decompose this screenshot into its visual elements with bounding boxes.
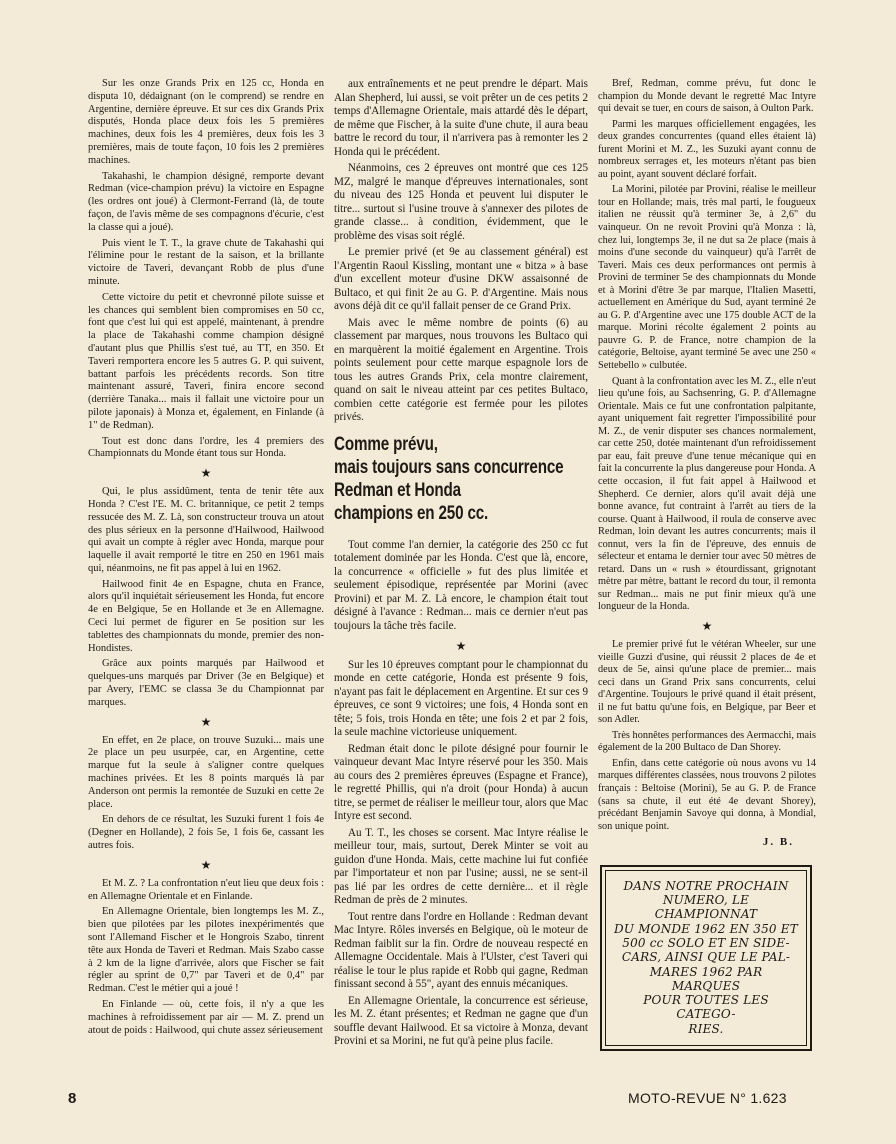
section-separator-star: ★ — [200, 466, 212, 481]
paragraph: Tout rentre dans l'ordre en Hollande : Redman devant Mac Intyre. Rôles inversés en Belgique, où le moteur de Redman faiblit sur la fin. Ordre de nouveau respecté en Allemagne Occidentale. Mais à l'Ulster, c'est Taveri qui réalise le tour le plus rapide et Robb qui gagne, Redman finissant second à 55", ayant des ennuis mécaniques. — [334, 910, 588, 991]
paragraph: Hailwood finit 4e en Espagne, chuta en France, alors qu'il inquiétait sérieusement les Honda, fut encore 4e en Belgique, 5e en Hollande et 3e en Allemagne. Ceci lui permet de figurer en 5e position sur les tablettes des championnats du monde, premier des non-Hondistes. — [88, 578, 324, 654]
paragraph: Au T. T., les choses se corsent. Mac Intyre réalise le meilleur tour, mais, surtout, Derek Minter se voit au guidon d'une Honda. Mais, cette machine lui fut confiée par l'importateur et non par l'usine; aussi, ne se sent-il pas lié par les ordres de cette dernière... et il règle Redman de près de 2 minutes. — [334, 826, 588, 907]
box-line: NUMERO, LE CHAMPIONNAT — [654, 893, 758, 922]
column-1 — [88, 78, 324, 1040]
heading-line-2: mais toujours sans concurrence — [334, 455, 564, 478]
magazine-footer: MOTO-REVUE N° 1.623 — [628, 1090, 787, 1106]
paragraph: Qui, le plus assidûment, tenta de tenir tête aux Honda ? C'est l'E. M. C. britannique, ce petit 2 temps ressucée des M. Z. Là, son constructeur trouva un atout des plus sérieux en la personne d'Hailwood, Hailwood qui avait un compte à régler avec Honda, marque pour laquelle il avait remporté le titre en 250 en 1961 mais qui, néanmoins, ne fit pas appel à lui en 1962. — [88, 486, 324, 574]
paragraph: En Allemagne Orientale, la concurrence est sérieuse, les M. Z. étant présentes; et Redman ne gagne que d'un souffle devant Hailwood. Et sa victoire à Monza, devant Provini et sa Morini, ne fut qu'à peine plus facile. — [334, 994, 588, 1048]
paragraph: Tout comme l'an dernier, la catégorie des 250 cc fut totalement dominée par les Honda. C'est que là, encore, la concurrence « officielle » fut des plus limitée et seulement épisodique, représentée par Morini (avec Provini) et par M. Z. Là encore, le champion était tout désigné à l'avance : Redman... mais ce dernier n'eut pas toujours la tâche très facile. — [334, 538, 588, 632]
paragraph: Bref, Redman, comme prévu, fut donc le champion du Monde devant le regretté Mac Intyre qui devait se tuer, en cours de saison, à Oulton Park. — [598, 78, 816, 115]
paragraph: Le premier privé (et 9e au classement général) est l'Argentin Raoul Kissling, montant une « bitza » à base d'un excellent moteur d'usine DKW assaisonné de Bultaco, et qui finit 2e au G. P. d'Argentine. Mais nous avons déjà dit ce qu'il fallait penser de ce Grand Prix. — [334, 246, 588, 313]
paragraph: Et M. Z. ? La confrontation n'eut lieu que deux fois : en Allemagne Orientale et en Finlande. — [88, 877, 324, 902]
paragraph: Le premier privé fut le vétéran Wheeler, sur une vieille Guzzi d'usine, qui réussit 2 places de 4e et deux de 5e, ainsi qu'une place de premier... mais ceci dans un Grand Prix sans concurrents, celui d'Argentine. Toujours le privé quand il était présent, il ne fut battu qu'une fois, en Belgique, par Beer et son Adler. — [598, 638, 816, 726]
box-line: CARS, AINSI QUE LE PAL- — [621, 950, 791, 965]
paragraph: Tout est donc dans l'ordre, les 4 premiers des Championnats du Monde étant tous sur Honda. — [88, 435, 324, 460]
section-separator-star: ★ — [455, 638, 467, 653]
column-3 — [598, 78, 816, 1051]
paragraph: Sur les 10 épreuves comptant pour le championnat du monde en cette catégorie, Honda est présente 9 fois, n'ayant pas fait le déplacement en Argentine. Et sur ces 9 épreuves, ce sont 9 victoires; une fois, 4 Honda sont en tête; 5 fois, trois Honda en tête; une fois 2 et par 2 fois, la seule machine victorieuse uniquement. — [334, 658, 588, 739]
next-issue-box — [600, 865, 812, 1051]
paragraph: En Finlande — où, cette fois, il n'y a que les machines à refroidissement par air — M. Z. prend un atout de poids : Hailwood, qui chute assez sérieusement — [88, 999, 324, 1036]
paragraph: Quant à la confrontation avec les M. Z., elle n'eut lieu qu'une fois, au Sachsenring, G. P. d'Allemagne Orientale. Mais ce fut une confrontation palpitante, ayant uniquement fait regretter l'impossibilité pour M. Z., de venir disputer ses chances normalement, car cette 250, dotée maintenant d'un refroidissement par eau, fait preuve d'une tenue mécanique qui en fait la concurrente la plus dangereuse pour Honda. A cette occasion, il fut fait appel à Hailwood et Shepherd. Ce dernier, alors qu'il avait déjà une bonne avance, fut contraint à l'arrêt au tiers de la course. Quant à Hailwood, il roula de conserve avec Redman, loin devant les autres concurrents; mais il connut, vers la fin de l'épreuve, des ennuis de sélecteur et entama le dernier tour avec 50 mètres de retard. Dans un « rush » étourdissant, grignotant mètre par mètre, battant le record du tour, il remonta sur Redman... mais ne put finir mieux qu'à une longueur de la Honda. — [598, 375, 816, 613]
paragraph: Cette victoire du petit et chevronné pilote suisse et les chances qui semblent bien compromises en 50 cc, font que c'est lui qui est appelé, maintenant, à prendre la place de Takahashi comme champion désigné d'autant plus que Phillis s'est tué, au TT, en 350. Et Taveri remportera encore les 5 autres G. P. qui suivent, battant parfois les précédents records. Son titre maintenant assuré, Taveri, finira encore second (derrière Tanaka... mais il fallait une victoire pour un pilote japonais) à Monza et, également, en Finlande (à 1" de Redman). — [88, 291, 324, 431]
section-separator-star: ★ — [701, 618, 713, 633]
paragraph: En effet, en 2e place, on trouve Suzuki... mais une 2e place un peu usurpée, car, en Argentine, cette marque fut la seule à s'aligner contre quelques machines privées. Et les 8 points marqués là par Anderson ont permis la remontée de Suzuki en cette 2e place. — [88, 734, 324, 810]
section-heading — [334, 433, 584, 525]
box-line: 500 cc SOLO ET EN SIDE- — [622, 935, 790, 950]
paragraph: En dehors de ce résultat, les Suzuki furent 1 fois 4e (Degner en Hollande), 2 fois 5e, 1 fois 6e, cassant les autres fois. — [88, 814, 324, 852]
box-line: POUR TOUTES LES CATEGO- — [643, 993, 769, 1022]
paragraph: aux entraînements et ne peut prendre le départ. Mais Alan Shepherd, lui aussi, se voit prêter un de ces petits 2 temps d'Allemagne Orientale, mais attardé dès le départ, de même que Fischer, à la suite d'une chute, il aura beau battre le record du tour, il n'arrivera pas à remonter les 2 Honda qui le précédent. — [334, 78, 588, 158]
box-line: DANS NOTRE PROCHAIN — [623, 878, 789, 893]
heading-line-4: champions en 250 cc. — [334, 501, 489, 524]
column-2 — [334, 78, 588, 1052]
paragraph: Sur les onze Grands Prix en 125 cc, Honda en disputa 10, dédaignant (on le comprend) se rendre en Argentine, dernière épreuve. Et sur ces dix Grands Prix disputés, Honda place deux fois les 5 premières machines, deux fois les 4 premières, deux fois les 3 premières, mais de toute façon, 10 fois les 2 premières machines. — [88, 78, 324, 166]
paragraph: Redman était donc le pilote désigné pour fournir le vainqueur devant Mac Intyre réservé pour les 350. Mais au cours des 2 premières épreuves (Espagne et France), le regretté Phillis, qui n'a droit (pour Honda) à aucun titre, se permet de réaliser le meilleur tour, alors que Mac Intyre est second. — [334, 742, 588, 823]
section-separator-star: ★ — [200, 714, 212, 729]
paragraph: Néanmoins, ces 2 épreuves ont montré que ces 125 MZ, malgré le manque d'épreuves internationales, sont du niveau des 125 Honda et peuvent lui disputer le titre... surtout si l'usine trouve à s'annexer des pilotes de grande classe... à condition, évidemment, que le problème des visas soit réglé. — [334, 162, 588, 242]
page-number: 8 — [68, 1090, 77, 1107]
paragraph: En Allemagne Orientale, bien longtemps les M. Z., bien que pilotées par les pilotes inexpérimentés que sont l'Allemand Fischer et le Hongrois Szabo, tinrent tête aux Honda de Taveri et Redman. Mais Szabo casse à 2 km de la ligne d'arrivée, alors que Fischer se fait régler au sprint de 0,7" par Taveri et de 0,4" par Redman. C'est le métier qui a joué ! — [88, 906, 324, 995]
heading-line-1: Comme prévu, — [334, 432, 438, 455]
paragraph: Puis vient le T. T., la grave chute de Takahashi qui l'élimine pour le restant de la saison, et la brillante victoire de Taveri, devançant Robb de plus d'une minute. — [88, 237, 324, 287]
next-issue-text — [605, 870, 807, 1046]
paragraph: Parmi les marques officiellement engagées, les deux grandes concurrentes (quand elles étaient là) furent Morini et M. Z., les Suzuki ayant connu de nombreux serrages et, les moteurs n'étant pas bien au point, ayant souvent déclaré forfait. — [598, 118, 816, 180]
column-2-intro — [334, 78, 588, 425]
paragraph: Mais avec le même nombre de points (6) au classement par marques, nous trouvons les Bultaco qui en marquèrent la moitié également en Argentine. Trois points seulement pour cette marque espagnole lors de tous les autres Grands Prix, cela montre clairement, quand on sait le niveau atteint par ces petites Bultaco, combien cette catégorie est fermée pour les pilotes privés. — [334, 316, 588, 424]
heading-line-3: Redman et Honda — [334, 478, 461, 501]
column-3-body — [598, 78, 816, 833]
paragraph: Enfin, dans cette catégorie où nous avons vu 14 marques différentes classées, nous trouvons 2 pilotes français : Beltoise (Morini), 5e au G. P. de France (sans sa chute, il eut été 4e devant Shorey), précédant Benjamin Savoye qui donna, à Mondial, son unique point. — [598, 757, 816, 832]
box-line: DU MONDE 1962 EN 350 ET — [614, 921, 798, 936]
box-line: MARES 1962 PAR MARQUES — [649, 964, 763, 993]
author-signature: J. B. — [762, 836, 794, 849]
paragraph: Takahashi, le champion désigné, remporte devant Redman (vice-champion prévu) la victoire en Espagne (les ordres ont joué) à Clermont-Ferrand (là, de toute façon, de l'avis même de ses compagnons d'écurie, c'est la classe qui a joué). — [88, 170, 324, 233]
paragraph: Très honnêtes performances des Aermacchi, mais également de la 200 Bultaco de Dan Shorey. — [598, 729, 816, 754]
paragraph: Grâce aux points marqués par Hailwood et quelques-uns marqués par Driver (3e en Belgique) et par Avery, l'EMC se classa 3e du Championnat par marques. — [88, 658, 324, 708]
box-line: RIES. — [688, 1021, 724, 1036]
paragraph: La Morini, pilotée par Provini, réalise le meilleur tour en Hollande; mais, très mal parti, le fougueux italien ne réussit qu'à terminer 3e, à 2,6" du vainqueur. On ne revoit Provini qu'à Monza : là, chez lui, longtemps 3e, il ne dut sa 2e place (mais à moins d'une seconde du vainqueur) qu'à l'arrêt de Taveri. Mais ces deux performances ont permis à Provini de terminer 5e des championnats du Monde et à Morini d'être 3e par marque, l'Italien Masetti, actuellement en Amérique du Sud, ayant terminé 2e au G. P. d'Argentine avec une 175 double ACT de la marque. Morini récolte également 2 points au pauvre G. P. de France, notre champion de la catégorie, Beltoise, ayant terminé 5e avec une 250 « Settebello » culbutée. — [598, 184, 816, 372]
column-2-body — [334, 539, 588, 1049]
section-separator-star: ★ — [200, 857, 212, 872]
